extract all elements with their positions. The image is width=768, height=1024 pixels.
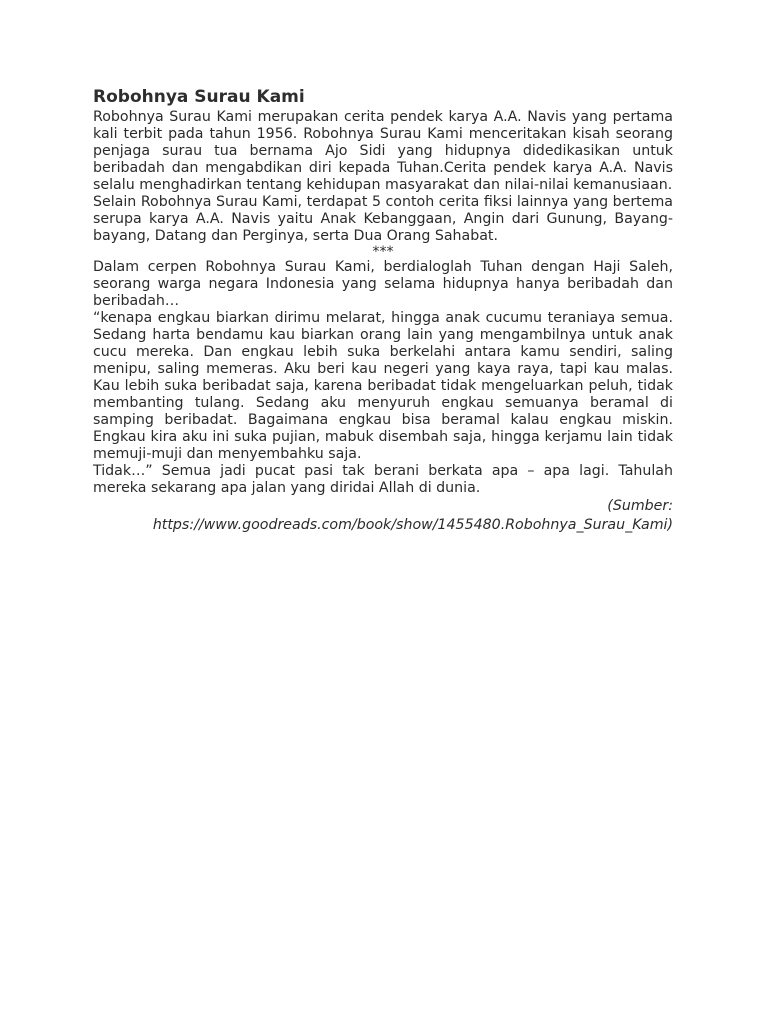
source-citation: (Sumber: https://www.goodreads.com/book/show/1455480.Robohnya_Surau_Kami)	[152, 498, 673, 533]
paragraph-intro: Robohnya Surau Kami merupakan cerita pendek karya A.A. Navis yang pertama kali terbit pada tahun 1956. Robohnya Surau Kami menceritakan kisah seorang penjaga surau tua bernama Ajo Sidi yang hidupnya didedikasikan untuk beribadah dan mengabdikan diri kepada Tuhan.Cerita pendek karya A.A. Navis selalu menghadirkan tentang kehidupan masyarakat dan nilai-nilai kemanusiaan.	[93, 109, 673, 193]
section-separator: ***	[372, 244, 394, 260]
paragraph-closing: Tidak…” Semua jadi pucat pasi tak berani berkata apa – apa lagi. Tahulah mereka sekarang apa jalan yang diridai Allah di dunia.	[93, 463, 673, 496]
article	[93, 86, 673, 535]
paragraph-dialogue-intro: Dalam cerpen Robohnya Surau Kami, berdialoglah Tuhan dengan Haji Saleh, seorang warga negara Indonesia yang selama hidupnya hanya beribadah dan beribadah…	[93, 259, 673, 309]
article-title: Robohnya Surau Kami	[93, 87, 305, 107]
paragraph-other-works: Selain Robohnya Surau Kami, terdapat 5 contoh cerita fiksi lainnya yang bertema serupa karya A.A. Navis yaitu Anak Kebanggaan, Angin dari Gunung, Bayang-bayang, Datang dan Perginya, serta Dua Orang Sahabat.	[93, 194, 673, 244]
paragraph-quote: “kenapa engkau biarkan dirimu melarat, hingga anak cucumu teraniaya semua. Sedang harta bendamu kau biarkan orang lain yang mengambilnya untuk anak cucu mereka. Dan engkau lebih suka berkelahi antara kamu sendiri, saling menipu, saling memeras. Aku beri kau negeri yang kaya raya, tapi kau malas. Kau lebih suka beribadat saja, karena beribadat tidak mengeluarkan peluh, tidak membanting tulang. Sedang aku menyuruh engkau semuanya beramal di samping beribadat. Bagaimana engkau bisa beramal kalau engkau miskin. Engkau kira aku ini suka pujian, mabuk disembah saja, hingga kerjamu lain tidak memuji-muji dan menyembahku saja.	[93, 310, 673, 462]
